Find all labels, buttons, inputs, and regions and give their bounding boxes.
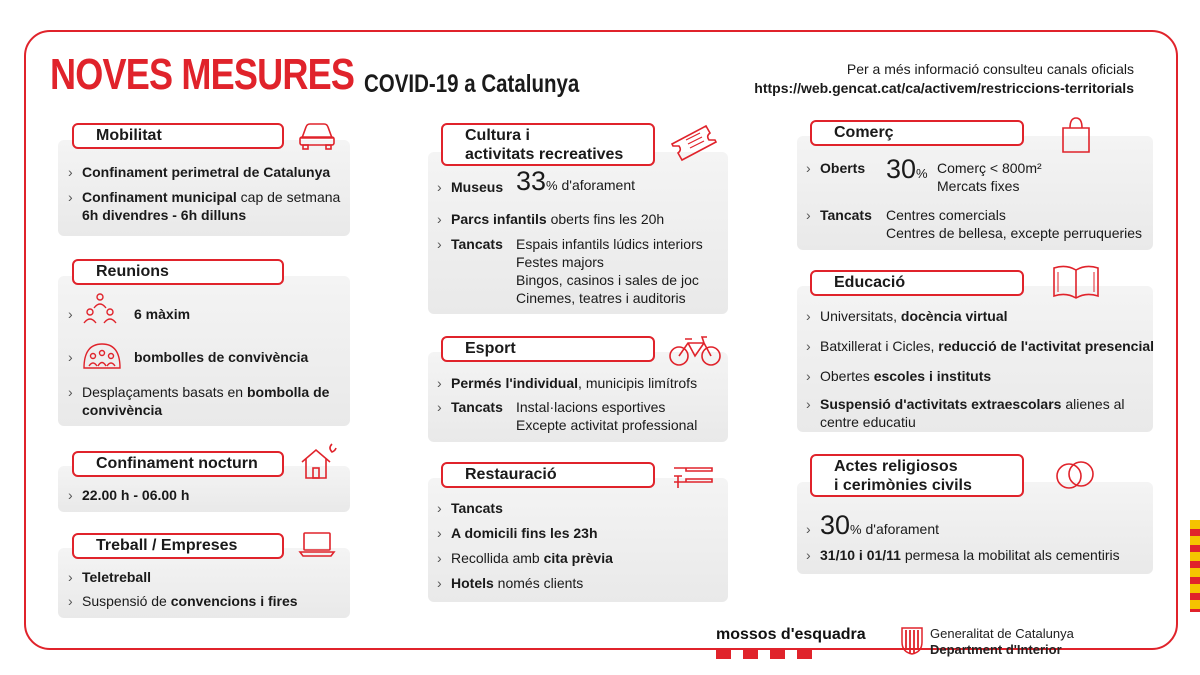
educacio-row-3: › Obertes escoles i instituts: [806, 368, 992, 384]
reunions-row-3b: convivència: [82, 402, 163, 418]
page-title: NOVES MESURES: [50, 50, 355, 99]
religiosos-title-1: Actes religiosos: [834, 457, 958, 475]
mobilitat-title: Mobilitat: [96, 127, 162, 144]
info-block: [754, 60, 1134, 98]
department-name: Department d'Interior: [930, 642, 1062, 657]
generalitat-name: Generalitat de Catalunya: [930, 626, 1074, 641]
rings-icon: [1054, 456, 1096, 494]
mobilitat-row-2: › Confinament municipal cap de setmana: [68, 189, 341, 205]
reunions-header: [72, 259, 284, 285]
cultura-row-2: › Parcs infantils oberts fins les 20h: [437, 211, 665, 227]
comerc-oberts-list: [937, 159, 1042, 195]
reunions-row-3: › Desplaçaments basats en bombolla de: [68, 384, 330, 400]
comerc-tancats-list: [886, 206, 1142, 242]
mobilitat-row-1: › Confinament perimetral de Catalunya: [68, 164, 331, 180]
comerc-row-2: › Tancats: [806, 207, 872, 223]
cultura-title-1: Cultura i: [465, 126, 530, 144]
group-icon: [80, 292, 120, 328]
cultura-header: [441, 123, 655, 166]
restauracio-header: [441, 462, 655, 488]
laptop-icon: [298, 530, 336, 558]
mossos-logo-squares: [716, 646, 824, 664]
comerc-oberts-2: Mercats fixes: [937, 178, 1020, 194]
restauracio-row-3: › Recollida amb cita prèvia: [437, 550, 613, 566]
comerc-row-1: › Oberts: [806, 160, 866, 176]
page-subtitle: COVID-19 a Catalunya: [364, 70, 580, 98]
esport-tancats-1: Instal·lacions esportives: [516, 399, 666, 415]
educacio-row-4: › Suspensió d'activitats extraescolars alienes al: [806, 396, 1125, 412]
mobilitat-header: [72, 123, 284, 149]
cultura-tancats-3: Bingos, casinos i sales de joc: [516, 272, 699, 288]
mobilitat-row-2b: 6h divendres - 6h dilluns: [82, 207, 247, 223]
treball-row-2: › Suspensió de convencions i fires: [68, 593, 298, 609]
comerc-tancats-2: Centres de bellesa, excepte perruqueries: [886, 225, 1143, 241]
book-icon: [1050, 262, 1102, 302]
religiosos-row-2: › 31/10 i 01/11 permesa la mobilitat als cementiris: [806, 547, 1120, 563]
comerc-tancats-1: Centres comercials: [886, 207, 1006, 223]
religiosos-pct-value: 30: [820, 510, 851, 540]
esport-title: Esport: [465, 340, 516, 357]
reunions-bubbles: bombolles de convivència: [134, 349, 309, 365]
comerc-aforament: 30%: [886, 154, 928, 184]
cutlery-icon: [672, 462, 714, 490]
cultura-row-3: › Tancats: [437, 236, 503, 252]
reunions-max: 6 màxim: [134, 306, 191, 322]
generalitat-logo-text: [930, 626, 1074, 658]
cultura-tancats-1: Espais infantils lúdics interiors: [516, 236, 703, 252]
educacio-header: [810, 270, 1024, 296]
esport-tancats-list: [516, 398, 697, 434]
religiosos-title-2: i cerimònies civils: [834, 476, 972, 494]
esport-header: [441, 336, 655, 362]
educacio-row-1: › Universitats, docència virtual: [806, 308, 1008, 324]
shopping-bag-icon: [1060, 114, 1092, 154]
info-url-link[interactable]: https://web.gencat.cat/ca/activem/restriccions-territorials: [754, 80, 1134, 96]
religiosos-row-1: › 30% d'aforament: [806, 510, 939, 540]
car-icon: [298, 118, 336, 152]
bubble-group-icon: [80, 340, 124, 372]
nocturn-row-1: › 22.00 h - 06.00 h: [68, 487, 190, 503]
mossos-logo-text: mossos d'esquadra: [716, 626, 866, 643]
esport-tancats-2: Excepte activitat professional: [516, 417, 698, 433]
comerc-oberts-1: Comerç < 800m²: [937, 160, 1042, 176]
educacio-row-2: › Batxillerat i Cicles, reducció de l'activitat presencial: [806, 338, 1155, 354]
generalitat-shield-icon: [900, 626, 924, 661]
comerc-header: [810, 120, 1024, 146]
esport-row-1: › Permés l'individual, municipis limítrofs: [437, 375, 698, 391]
bicycle-icon: [668, 334, 722, 368]
educacio-title: Educació: [834, 274, 906, 291]
house-moon-icon: [298, 442, 338, 482]
restauracio-title: Restauració: [465, 466, 557, 483]
ticket-icon: [668, 122, 720, 162]
educacio-row-4b: centre educatiu: [820, 414, 916, 430]
reunions-title: Reunions: [96, 263, 169, 280]
cultura-tancats-4: Cinemes, teatres i auditoris: [516, 290, 686, 306]
cultura-tancats-2: Festes majors: [516, 254, 604, 270]
cultura-tancats-list: [516, 235, 703, 307]
reunions-row-1: ›: [68, 306, 73, 322]
restauracio-row-2: › A domicili fins les 23h: [437, 525, 598, 541]
nocturn-title: Confinament nocturn: [96, 455, 258, 472]
cultura-aforament: 33% d'aforament: [516, 166, 635, 196]
nocturn-header: [72, 451, 284, 477]
info-text: Per a més informació consulteu canals oficials: [846, 61, 1134, 77]
treball-row-1: › Teletreball: [68, 569, 151, 585]
restauracio-row-4: › Hotels només clients: [437, 575, 584, 591]
treball-header: [72, 533, 284, 559]
catalan-flag-stripe: [1190, 520, 1200, 612]
religiosos-header: [810, 454, 1024, 497]
comerc-title: Comerç: [834, 124, 894, 141]
cultura-title-2: activitats recreatives: [465, 145, 624, 163]
esport-row-2: › Tancats: [437, 399, 503, 415]
reunions-row-2: ›: [68, 349, 73, 365]
treball-title: Treball / Empreses: [96, 537, 238, 554]
cultura-row-1: › Museus: [437, 179, 504, 195]
restauracio-row-1: › Tancats: [437, 500, 503, 516]
